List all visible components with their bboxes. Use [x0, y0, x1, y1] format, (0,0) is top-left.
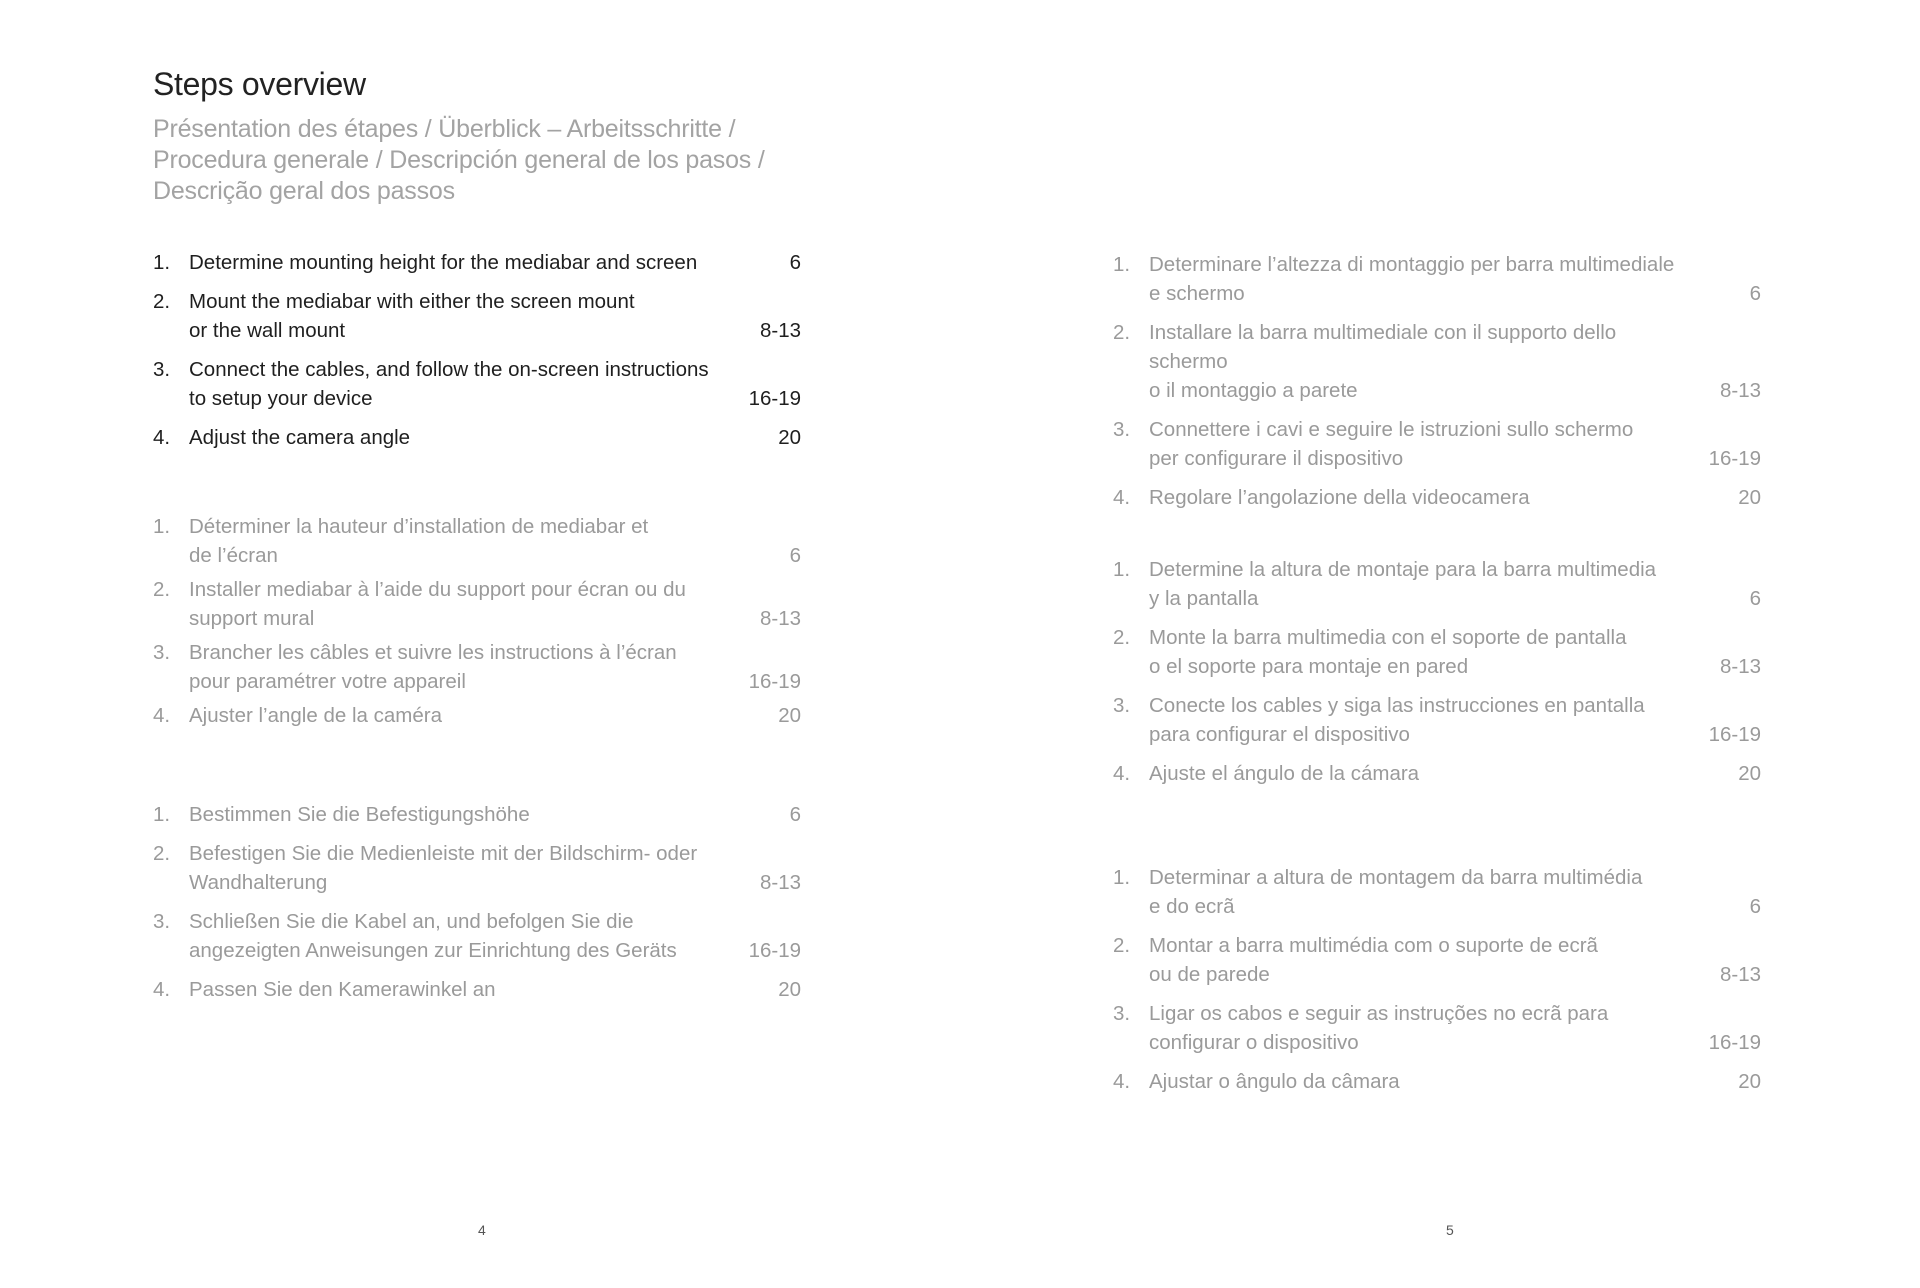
- step-text: [189, 800, 790, 829]
- step-text-line: ou de parede: [1149, 963, 1270, 986]
- step-text-line: Determinar a altura de montagem da barra multimédia: [1149, 866, 1643, 889]
- step-text: [189, 248, 790, 277]
- step-text: [1149, 415, 1709, 473]
- step-text: [1149, 863, 1750, 921]
- step-page-ref: 20: [1738, 1070, 1761, 1093]
- step-text: [189, 423, 778, 452]
- step-text-line: Ligar os cabos e seguir as instruções no ecrã para: [1149, 1002, 1609, 1025]
- step-text: [189, 701, 778, 730]
- step-text-line: pour paramétrer votre appareil: [189, 670, 466, 693]
- step-item: [1113, 999, 1761, 1057]
- step-item: [1113, 483, 1761, 512]
- step-text-line: Determine mounting height for the mediabar and screen: [189, 251, 698, 274]
- step-text-line: de l’écran: [189, 544, 278, 567]
- step-page-ref: 20: [778, 426, 801, 449]
- step-number: 1.: [153, 515, 171, 538]
- step-item: [1113, 1067, 1761, 1096]
- step-page-ref: 16-19: [1708, 723, 1761, 746]
- step-text: [189, 907, 749, 965]
- step-text: [189, 287, 760, 345]
- step-item: [153, 701, 801, 730]
- step-text-line: support mural: [189, 607, 315, 630]
- step-text-line: Mount the mediabar with either the screen mount: [189, 290, 635, 313]
- step-text: [189, 638, 749, 696]
- steps-list-english: [153, 248, 801, 462]
- step-page-ref: 16-19: [1708, 1031, 1761, 1054]
- step-item: [153, 800, 801, 829]
- step-text-line: Montar a barra multimédia com o suporte de ecrã: [1149, 934, 1598, 957]
- page-number: 4: [478, 1222, 486, 1238]
- step-number: 1.: [1113, 253, 1131, 276]
- step-page-ref: 16-19: [748, 670, 801, 693]
- step-text: [1149, 931, 1720, 989]
- step-page-ref: 8-13: [759, 871, 801, 894]
- step-item: [1113, 250, 1761, 308]
- step-text-line: Bestimmen Sie die Befestigungshöhe: [189, 803, 530, 826]
- step-page-ref: 8-13: [1719, 963, 1761, 986]
- step-page-ref: 8-13: [1719, 655, 1761, 678]
- step-text-line: Wandhalterung: [189, 871, 328, 894]
- step-text-line: e schermo: [1149, 282, 1245, 305]
- step-page-ref: 6: [789, 544, 801, 567]
- steps-list-italian: [1113, 250, 1761, 522]
- step-text: [1149, 1067, 1738, 1096]
- step-item: [153, 839, 801, 897]
- page-number: 5: [1446, 1222, 1454, 1238]
- step-item: [1113, 623, 1761, 681]
- step-number: 1.: [1113, 866, 1131, 889]
- step-text-line: per configurare il dispositivo: [1149, 447, 1404, 470]
- step-page-ref: 6: [1749, 895, 1761, 918]
- step-text-line: Brancher les câbles et suivre les instructions à l’écran: [189, 641, 677, 664]
- step-text-line: Ajustar o ângulo da câmara: [1149, 1070, 1400, 1093]
- step-number: 3.: [153, 358, 171, 381]
- step-item: [153, 287, 801, 345]
- step-item: [153, 575, 801, 633]
- step-text-line: o el soporte para montaje en pared: [1149, 655, 1469, 678]
- step-text: [189, 839, 760, 897]
- step-number: 3.: [153, 641, 171, 664]
- step-page-ref: 20: [1738, 486, 1761, 509]
- step-page-ref: 16-19: [1708, 447, 1761, 470]
- step-item: [153, 248, 801, 277]
- steps-list-spanish: [1113, 555, 1761, 798]
- step-page-ref: 20: [778, 704, 801, 727]
- step-text-line: Déterminer la hauteur d’installation de mediabar et: [189, 515, 649, 538]
- right-page: [960, 0, 1920, 1288]
- step-text: [1149, 623, 1720, 681]
- step-text-line: Connect the cables, and follow the on-screen instructions: [189, 358, 709, 381]
- step-page-ref: 8-13: [759, 319, 801, 342]
- step-text: [1149, 999, 1709, 1057]
- step-text: [1149, 483, 1738, 512]
- step-item: [153, 512, 801, 570]
- step-number: 4.: [1113, 762, 1131, 785]
- step-number: 2.: [1113, 934, 1131, 957]
- step-text: [1149, 759, 1738, 788]
- step-text-line: to setup your device: [189, 387, 373, 410]
- step-page-ref: 20: [1738, 762, 1761, 785]
- page-subtitle: [153, 114, 833, 207]
- step-page-ref: 16-19: [748, 939, 801, 962]
- step-number: 4.: [153, 978, 171, 1001]
- step-number: 3.: [153, 910, 171, 933]
- step-text: [189, 975, 778, 1004]
- step-text: [1149, 318, 1720, 405]
- step-number: 4.: [1113, 1070, 1131, 1093]
- step-text-line: Connettere i cavi e seguire le istruzioni sullo schermo: [1149, 418, 1634, 441]
- subtitle-line: Descrição geral dos passos: [153, 177, 455, 205]
- step-number: 1.: [1113, 558, 1131, 581]
- step-number: 1.: [153, 251, 171, 274]
- step-text-line: Regolare l’angolazione della videocamera: [1149, 486, 1530, 509]
- step-number: 4.: [153, 704, 171, 727]
- step-number: 2.: [153, 842, 171, 865]
- step-item: [1113, 318, 1761, 405]
- step-item: [1113, 555, 1761, 613]
- step-text-line: Installer mediabar à l’aide du support pour écran ou du: [189, 578, 686, 601]
- step-item: [1113, 691, 1761, 749]
- step-text-line: Ajuste el ángulo de la cámara: [1149, 762, 1420, 785]
- step-text-line: Determine la altura de montaje para la barra multimedia: [1149, 558, 1657, 581]
- step-text-line: e do ecrã: [1149, 895, 1235, 918]
- step-text: [189, 355, 749, 413]
- step-text-line: Schließen Sie die Kabel an, und befolgen Sie die: [189, 910, 634, 933]
- step-text: [1149, 691, 1709, 749]
- steps-list-portuguese: [1113, 863, 1761, 1106]
- step-text-line: Determinare l’altezza di montaggio per barra multimediale: [1149, 253, 1675, 276]
- step-text: [1149, 250, 1750, 308]
- step-text-line: Installare la barra multimediale con il supporto dello schermo: [1149, 321, 1617, 373]
- step-item: [153, 638, 801, 696]
- step-number: 1.: [153, 803, 171, 826]
- step-page-ref: 8-13: [1719, 379, 1761, 402]
- step-item: [153, 975, 801, 1004]
- step-item: [1113, 863, 1761, 921]
- steps-list-german: [153, 800, 801, 1014]
- subtitle-line: Présentation des étapes / Überblick – Arbeitsschritte /: [153, 115, 736, 143]
- step-page-ref: 16-19: [748, 387, 801, 410]
- step-item: [1113, 931, 1761, 989]
- step-item: [153, 907, 801, 965]
- step-page-ref: 20: [778, 978, 801, 1001]
- step-number: 3.: [1113, 694, 1131, 717]
- step-text-line: Conecte los cables y siga las instrucciones en pantalla: [1149, 694, 1645, 717]
- step-text-line: angezeigten Anweisungen zur Einrichtung des Geräts: [189, 939, 677, 962]
- step-text-line: Ajuster l’angle de la caméra: [189, 704, 442, 727]
- page-title: Steps overview: [153, 66, 366, 102]
- step-number: 3.: [1113, 1002, 1131, 1025]
- step-number: 2.: [153, 578, 171, 601]
- step-text: [189, 512, 790, 570]
- step-page-ref: 6: [1749, 282, 1761, 305]
- step-number: 2.: [1113, 626, 1131, 649]
- step-text: [189, 575, 760, 633]
- step-number: 3.: [1113, 418, 1131, 441]
- step-text-line: configurar o dispositivo: [1149, 1031, 1359, 1054]
- step-item: [1113, 759, 1761, 788]
- step-page-ref: 8-13: [759, 607, 801, 630]
- step-text-line: Befestigen Sie die Medienleiste mit der Bildschirm- oder: [189, 842, 698, 865]
- step-item: [153, 355, 801, 413]
- step-number: 2.: [1113, 321, 1131, 344]
- step-page-ref: 6: [789, 251, 801, 274]
- step-number: 2.: [153, 290, 171, 313]
- steps-list-french: [153, 512, 801, 735]
- step-number: 4.: [153, 426, 171, 449]
- step-page-ref: 6: [789, 803, 801, 826]
- step-text-line: o il montaggio a parete: [1149, 379, 1358, 402]
- step-item: [153, 423, 801, 452]
- subtitle-line: Procedura generale / Descripción general de los pasos /: [153, 146, 765, 174]
- step-text-line: or the wall mount: [189, 319, 346, 342]
- step-text-line: Monte la barra multimedia con el soporte de pantalla: [1149, 626, 1627, 649]
- step-text-line: para configurar el dispositivo: [1149, 723, 1410, 746]
- step-page-ref: 6: [1749, 587, 1761, 610]
- step-text-line: y la pantalla: [1149, 587, 1259, 610]
- step-text-line: Adjust the camera angle: [189, 426, 411, 449]
- step-text-line: Passen Sie den Kamerawinkel an: [189, 978, 496, 1001]
- step-number: 4.: [1113, 486, 1131, 509]
- step-text: [1149, 555, 1750, 613]
- step-item: [1113, 415, 1761, 473]
